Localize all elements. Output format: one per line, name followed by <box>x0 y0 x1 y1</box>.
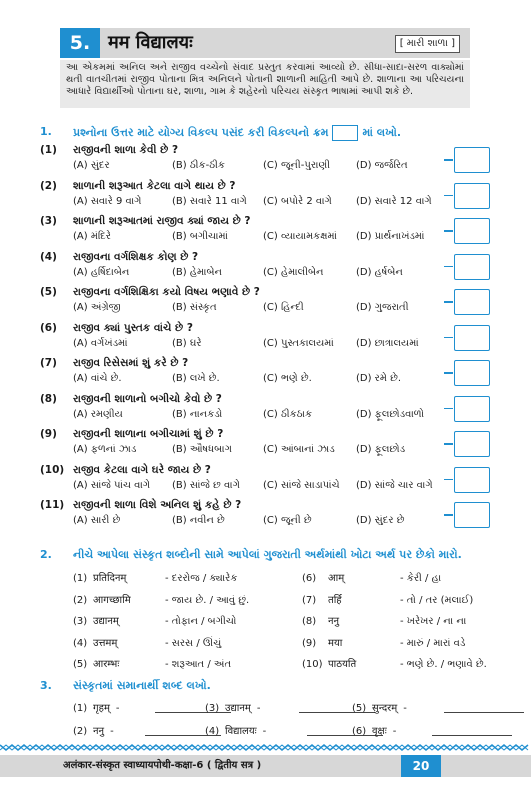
translation-row <box>302 656 487 670</box>
sanskrit-word: उद्यानम् <box>93 616 119 627</box>
question-text: રાજીવ કેટલા વાગે ઘરે જાય છે ? <box>73 463 211 476</box>
sanskrit-word: प्रतिदिनम् <box>93 573 127 584</box>
question-text: રાજીવની શાળાનો બગીચો કેવો છે ? <box>73 392 222 405</box>
option-d: (D) જર્જરિત <box>356 160 408 171</box>
option-c: (C) આંબાનાં ઝાડ <box>263 444 335 455</box>
lesson-number: 5. <box>60 28 100 58</box>
option-a: (A) સવારે 9 વાગે <box>73 195 142 207</box>
sanskrit-word: ननु <box>93 726 105 737</box>
intro-paragraph: આ એકમમાં અનિલ અને રાજીવ વચ્ચેનો સંવાદ પ્રસ્તુત કરવામાં આવ્યો છે. સીધા-સાદા-સરળ વાક્યોમાં થતી વાતચીતમાં રાજીવ પોતાના મિત્ર અનિલને પોતાની શાળાની માહિતી આપે છે. શાળાના આ પરિચયના આધારે વિદ્યાર્થીઓ પોતાના ઘર, શાળા, ગામ કે શહેરનો પરિચય સંસ્કૃત ભાષામાં આપી શકે છે. <box>60 60 470 108</box>
row-number: (7) <box>302 594 317 606</box>
synonym-row <box>352 700 407 714</box>
answer-line[interactable] <box>432 735 512 736</box>
row-number: (6) <box>352 726 367 737</box>
option-b: (B) નવીન છે <box>172 515 225 526</box>
sanskrit-word: उत्तमम् <box>93 637 118 649</box>
section3-title: સંસ્કૃતમાં સમાનાર્થી શબ્દ લખો. <box>73 679 211 692</box>
gujarati-meaning: - કેરી / હા <box>400 573 442 584</box>
synonym-row <box>205 700 261 714</box>
row-number: (9) <box>302 637 317 649</box>
answer-box[interactable] <box>454 325 490 351</box>
answer-box[interactable] <box>454 218 490 244</box>
translation-row <box>302 592 473 606</box>
sanskrit-word: आरम्भः <box>93 659 120 670</box>
answer-box[interactable] <box>454 289 490 315</box>
row-number: (2) <box>73 726 88 737</box>
section1-number: 1. <box>40 125 52 138</box>
gujarati-meaning: - જાય છે. / આવું છું. <box>165 594 250 606</box>
sanskrit-word: मया <box>328 637 343 649</box>
option-b: (B) નાનકડો <box>172 408 223 420</box>
option-d: (D) પ્રાર્થનાખંડમાં <box>356 231 425 242</box>
answer-box[interactable] <box>454 360 490 386</box>
question-text: રાજીવના વર્ગશિક્ષક કોણ છે ? <box>73 250 199 263</box>
row-number: (10) <box>302 659 323 670</box>
option-a: (A) સારી છે <box>73 515 121 526</box>
sanskrit-word: तर्हि <box>328 594 342 606</box>
sanskrit-word: पाठयति <box>328 659 357 670</box>
question-number: (6) <box>40 321 57 334</box>
translation-row <box>302 635 465 649</box>
gujarati-meaning: - ખરેખર / ના ના <box>400 616 467 627</box>
option-b: (B) બગીચામાં <box>172 231 228 242</box>
question-number: (10) <box>40 463 65 476</box>
sanskrit-word: सुन्दरम् <box>372 703 398 714</box>
translation-row <box>302 613 466 627</box>
lesson-title: मम विद्यालयः <box>108 32 193 53</box>
section1-title-a: પ્રશ્નોના ઉત્તર માટે યોગ્ય વિકલ્પ પસંદ કરી વિકલ્પનો ક્રમ <box>73 126 329 139</box>
gujarati-meaning: - તોફાન / બગીચો <box>165 616 237 627</box>
option-c: (C) હેમાલીબેન <box>263 266 324 278</box>
answer-box[interactable] <box>454 396 490 422</box>
sanskrit-word: उद्यानम् <box>225 703 251 714</box>
option-b: (B) સાંજે છ વાગે <box>172 479 240 491</box>
page-footer <box>0 755 531 777</box>
translation-row <box>73 656 231 670</box>
option-c: (C) સાંજે સાડાપાંચે <box>263 479 340 491</box>
question-text: શાળાની શરૂઆતમાં રાજીવ ક્યાં જાય છે ? <box>73 215 251 227</box>
option-a: (A) સુંદર <box>73 160 110 171</box>
synonym-row <box>352 723 396 737</box>
dash: - <box>403 703 407 714</box>
option-b: (B) સવારે 11 વાગે <box>172 195 247 207</box>
option-c: (C) હિન્દી <box>263 302 304 313</box>
option-c: (C) વ્યાયામકક્ષમાં <box>263 231 337 242</box>
option-a: (A) મંદિરે <box>73 231 111 242</box>
question-text: રાજીવ રિસેસમાં શું કરે છે ? <box>73 357 189 369</box>
option-d: (D) સવારે 12 વાગે <box>356 195 432 207</box>
option-a: (A) વર્ગખંડમાં <box>73 337 128 349</box>
answer-box[interactable] <box>454 502 490 528</box>
option-c: (C) ઠીકઠાક <box>263 408 313 420</box>
translation-row <box>73 592 249 606</box>
option-a: (A) અંગ્રેજી <box>73 302 121 313</box>
option-d: (D) સાંજે ચાર વાગે <box>356 479 433 491</box>
row-number: (3) <box>205 703 220 714</box>
sanskrit-word: आगच्छामि <box>93 594 131 606</box>
question-text: રાજીવ ક્યાં પુસ્તક વાંચે છે ? <box>73 321 193 334</box>
section3-number: 3. <box>40 679 52 692</box>
option-c: (C) જૂની-પુરાણી <box>263 160 331 171</box>
row-number: (1) <box>73 703 88 714</box>
row-number: (3) <box>73 616 88 627</box>
option-b: (B) લખે છે. <box>172 373 220 384</box>
option-c: (C) પુસ્તકાલયમાં <box>263 337 334 349</box>
question-number: (5) <box>40 286 57 298</box>
question-text: રાજીવની શાળાના બગીચામાં શું છે ? <box>73 428 224 440</box>
lesson-tag: [ મારી શાળા ] <box>395 35 460 53</box>
question-text: રાજીવની શાળા વિશે અનિલ શું કહે છે ? <box>73 499 242 511</box>
row-number: (4) <box>73 637 88 649</box>
question-number: (4) <box>40 250 57 263</box>
gujarati-meaning: - તો / તર (મલાઈ) <box>400 594 474 606</box>
sanskrit-word: विद्यालयः <box>225 726 257 737</box>
option-a: (A) રમણીય <box>73 408 123 420</box>
question-text: રાજીવની શાળા કેવી છે ? <box>73 144 179 156</box>
gujarati-meaning: - દરરોજ / ક્યારેક <box>165 573 238 584</box>
option-a: (A) સાંજે પાંચ વાગે <box>73 479 151 491</box>
option-c: (C) જૂની છે <box>263 515 312 526</box>
option-b: (B) ઠીક-ઠીક <box>172 160 225 171</box>
option-d: (D) ફૂલછોડ <box>356 444 406 455</box>
section1-title <box>73 125 401 141</box>
section2-title: નીચે આપેલા સંસ્કૃત શબ્દોની સામે આપેલાં ગુજરાતી અર્થમાંથી ખોટા અર્થ પર છેકો મારો. <box>73 548 462 561</box>
dash: - <box>256 703 261 714</box>
answer-box[interactable] <box>454 183 490 209</box>
inline-answer-box <box>332 125 358 141</box>
row-number: (4) <box>205 726 220 737</box>
option-d: (D) ગુજરાતી <box>356 302 409 313</box>
dash: - <box>262 726 267 737</box>
row-number: (2) <box>73 594 88 606</box>
option-b: (B) સંસ્કૃત <box>172 302 217 313</box>
page-number: 20 <box>401 755 441 777</box>
question-text: રાજીવના વર્ગશિક્ષિકા કયો વિષય ભણાવે છે ? <box>73 286 260 298</box>
footer-book-title: अलंकार-संस्कृत स्वाध्यायपोथी-कक्षा-6 ( द्वितीय सत्र ) <box>63 760 262 771</box>
row-number: (1) <box>73 573 88 584</box>
option-c: (C) બપોરે 2 વાગે <box>263 195 332 207</box>
sanskrit-word: ननु <box>328 616 340 627</box>
row-number: (8) <box>302 616 317 627</box>
option-d: (D) ફૂલછોડવાળો <box>356 408 425 420</box>
synonym-row <box>205 723 266 737</box>
row-number: (6) <box>302 573 317 584</box>
question-text: શાળાની શરૂઆત કેટલા વાગે થાય છે ? <box>73 179 236 192</box>
lesson-header <box>60 28 470 58</box>
question-number: (8) <box>40 392 57 405</box>
translation-row <box>302 570 441 584</box>
dash: - <box>110 726 114 737</box>
option-b: (B) ઘરે <box>172 337 202 349</box>
option-d: (D) છાત્રાલયમાં <box>356 337 419 349</box>
translation-row <box>73 635 221 649</box>
option-d: (D) રમે છે. <box>356 373 401 384</box>
dash: - <box>115 703 120 714</box>
gujarati-meaning: - મારું / મારાં વડે <box>400 637 466 649</box>
row-number: (5) <box>352 703 367 714</box>
question-number: (1) <box>40 144 57 156</box>
option-c: (C) ભણે છે. <box>263 373 312 384</box>
question-number: (7) <box>40 357 57 369</box>
option-a: (A) વાંચે છે. <box>73 373 122 384</box>
question-number: (11) <box>40 499 65 511</box>
option-b: (B) ઔષધબાગ <box>172 444 232 455</box>
synonym-row <box>73 723 114 737</box>
section2-number: 2. <box>40 548 52 561</box>
option-b: (B) હેમાબેન <box>172 266 222 278</box>
answer-box[interactable] <box>454 467 490 493</box>
question-number: (9) <box>40 428 57 440</box>
answer-box[interactable] <box>454 147 490 173</box>
option-d: (D) સુંદર છે <box>356 515 405 526</box>
question-number: (2) <box>40 179 57 192</box>
translation-row <box>73 570 237 584</box>
sanskrit-word: वृक्षः <box>372 726 387 737</box>
answer-box[interactable] <box>454 431 490 457</box>
gujarati-meaning: - સરસ / ઊંચું <box>165 637 222 649</box>
footer-wave-border <box>0 743 531 753</box>
question-number: (3) <box>40 215 57 227</box>
section1-title-b: માં લખો. <box>362 126 402 139</box>
row-number: (5) <box>73 659 88 670</box>
answer-line[interactable] <box>444 712 524 713</box>
option-a: (A) ફળનાં ઝાડ <box>73 444 137 455</box>
synonym-row <box>73 700 120 714</box>
gujarati-meaning: - ભણે છે. / ભણાવે છે. <box>400 659 487 670</box>
option-d: (D) હર્ષબેન <box>356 266 403 278</box>
sanskrit-word: आम् <box>328 573 345 584</box>
option-a: (A) હર્ષિદાબેન <box>73 266 130 278</box>
answer-box[interactable] <box>454 254 490 280</box>
dash: - <box>392 726 397 737</box>
translation-row <box>73 613 236 627</box>
sanskrit-word: गृहम् <box>93 703 110 714</box>
gujarati-meaning: - શરૂઆત / અંત <box>165 659 232 670</box>
